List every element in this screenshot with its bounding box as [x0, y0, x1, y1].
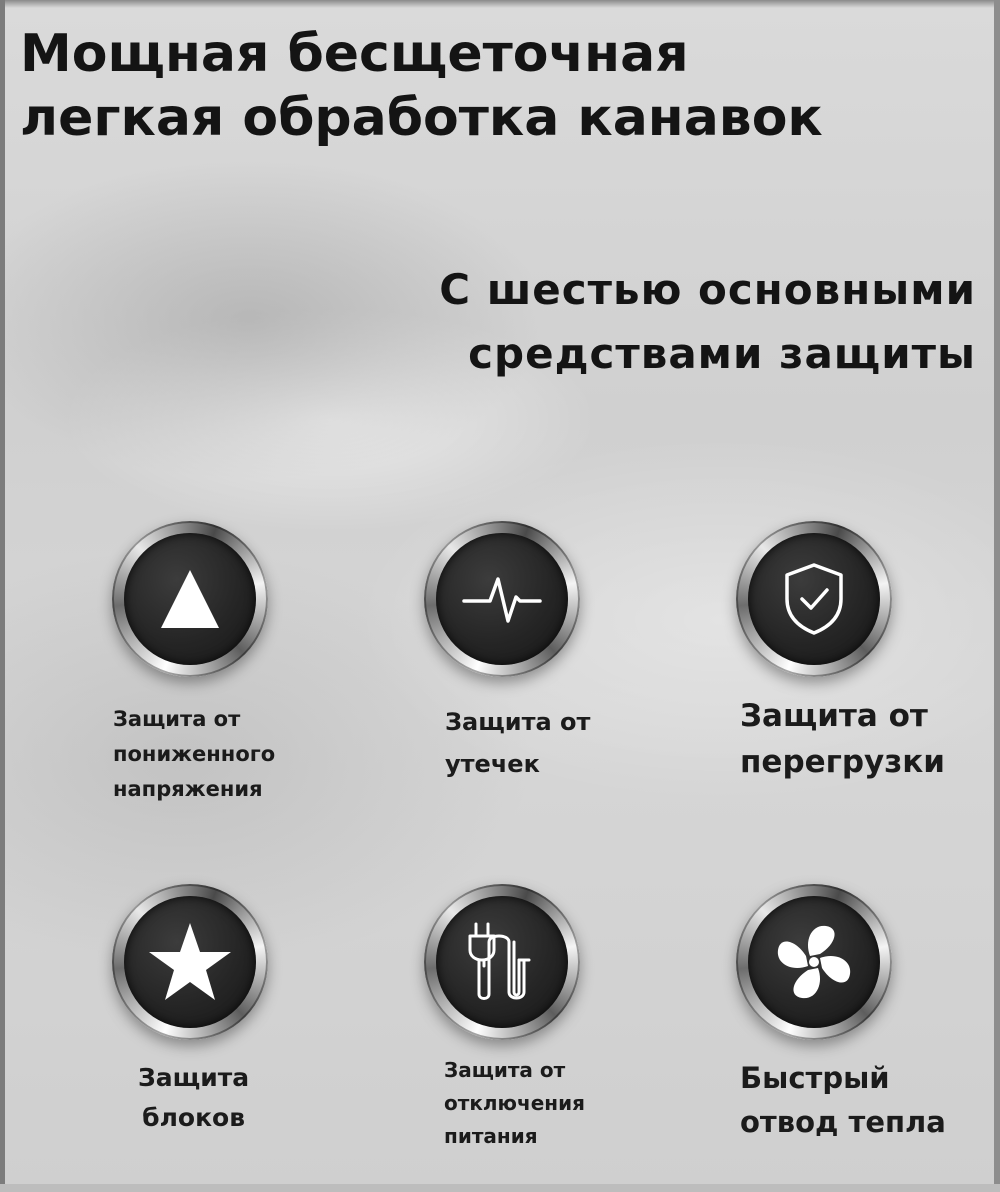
feature-badge	[736, 884, 892, 1040]
feature-label	[113, 702, 275, 807]
feature-label	[740, 693, 945, 785]
headline-line-2: легкая обработка канавок	[20, 88, 823, 148]
feature-label-line: утечек	[445, 750, 540, 778]
feature-label-line: отключения	[444, 1091, 585, 1115]
feature-label-line: Быстрый	[740, 1061, 890, 1095]
feature-badge	[424, 884, 580, 1040]
star-icon	[147, 921, 233, 1003]
power-plug-icon	[462, 920, 542, 1004]
feature-label-line: напряжения	[113, 777, 263, 801]
feature-badge	[736, 521, 892, 677]
right-edge	[994, 0, 1000, 1192]
feature-label-line: отвод тепла	[740, 1105, 946, 1139]
feature-label-line: Защита от	[445, 708, 591, 736]
fan-icon	[772, 920, 856, 1004]
subheadline-line-2: средствами защиты	[468, 329, 976, 378]
triangle-icon	[155, 564, 225, 634]
pulse-wave-icon	[460, 569, 544, 629]
feature-label	[444, 1054, 585, 1153]
headline-line-1: Мощная бесщеточная	[20, 24, 689, 84]
headline	[20, 22, 920, 150]
feature-label-line: Защита от	[113, 707, 241, 731]
feature-label-line: пониженного	[113, 742, 276, 766]
shield-check-icon	[779, 559, 849, 639]
feature-label-line: питания	[444, 1124, 538, 1148]
feature-label-line: Защита	[138, 1063, 250, 1092]
feature-label	[138, 1058, 249, 1138]
left-edge	[0, 0, 5, 1192]
feature-label-line: Защита от	[444, 1058, 566, 1082]
feature-label-line: перегрузки	[740, 744, 946, 780]
bottom-edge	[0, 1184, 1000, 1192]
feature-badge	[112, 884, 268, 1040]
subheadline-line-1: С шестью основными	[439, 265, 976, 314]
top-edge	[0, 0, 1000, 8]
feature-label	[740, 1056, 946, 1144]
feature-badge	[424, 521, 580, 677]
feature-badge	[112, 521, 268, 677]
feature-label	[445, 701, 590, 785]
feature-label-line: Защита от	[740, 698, 928, 734]
feature-label-line: блоков	[142, 1103, 246, 1132]
subheadline	[276, 258, 976, 386]
